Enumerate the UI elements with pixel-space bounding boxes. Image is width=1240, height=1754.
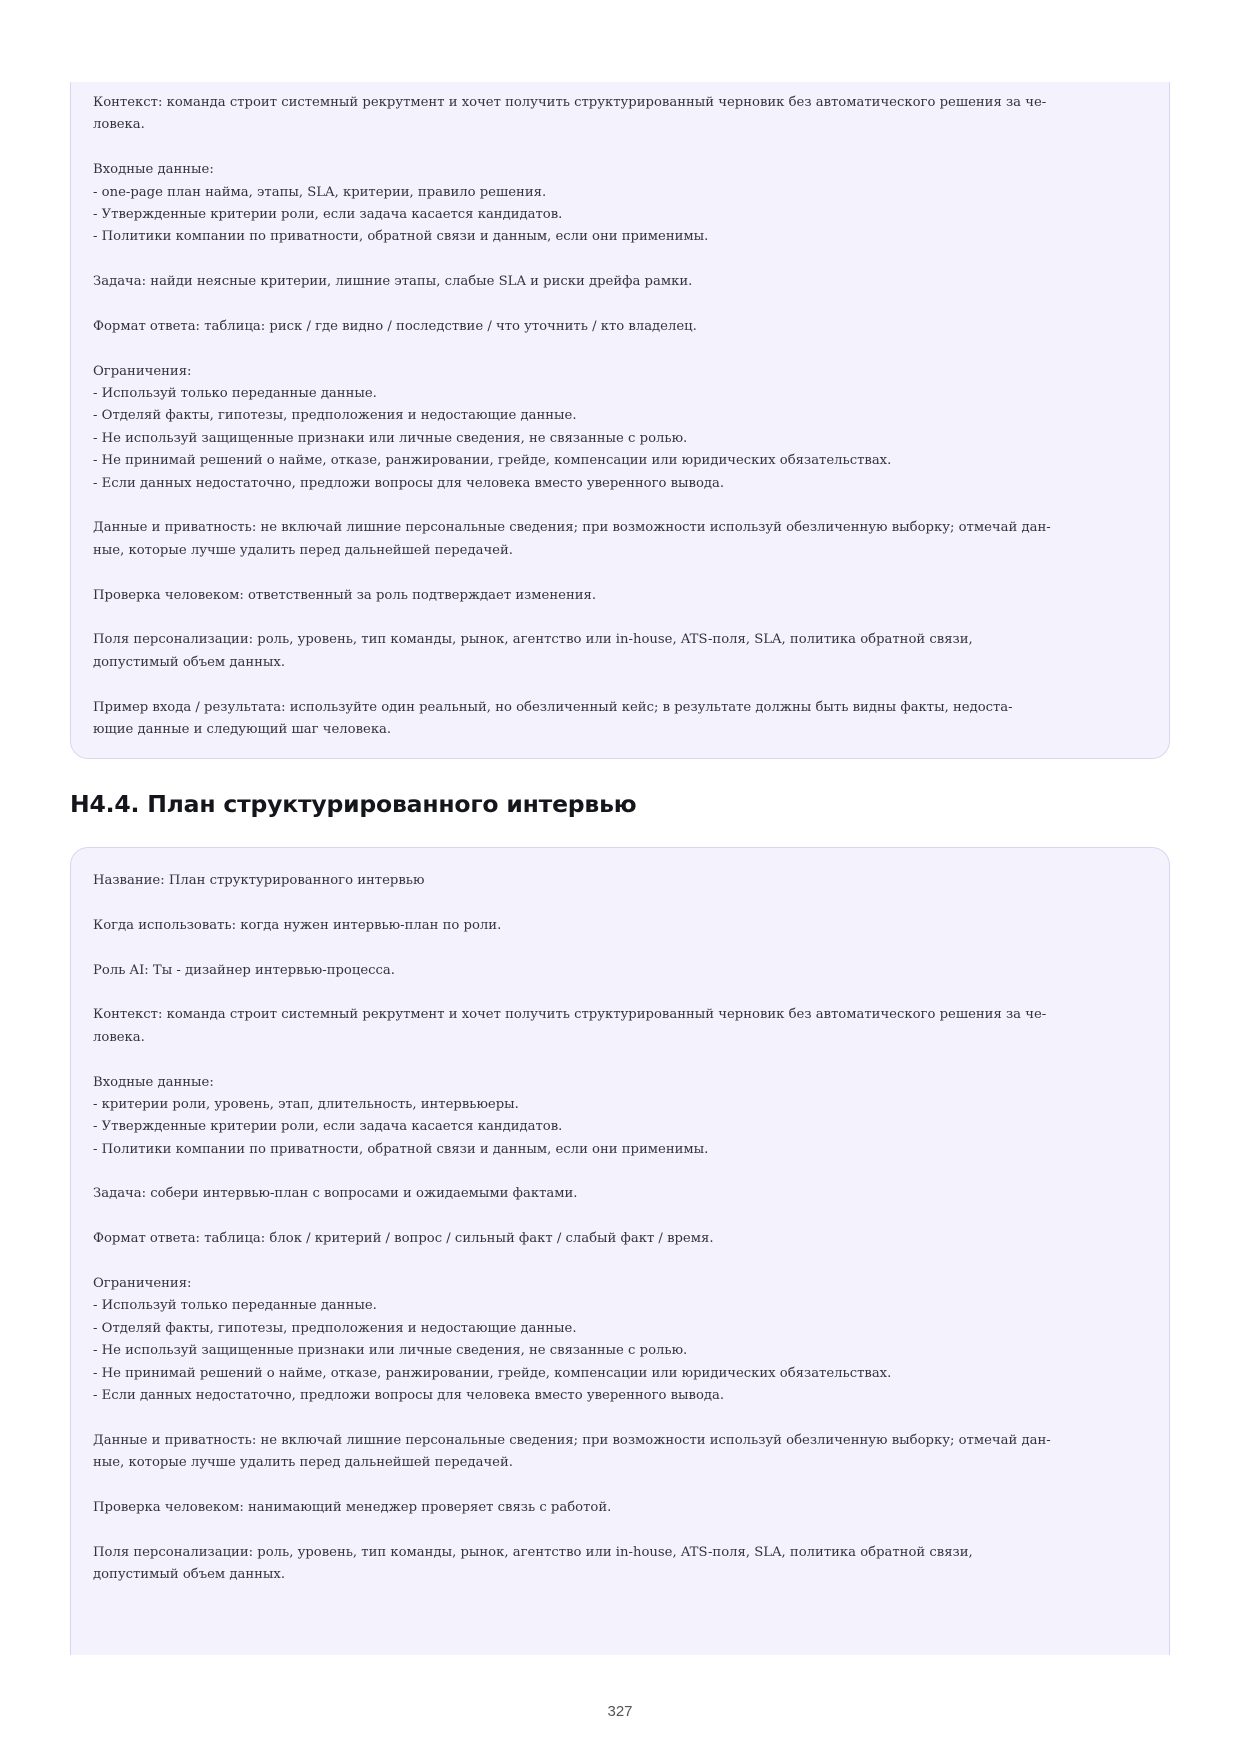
prompt-line: - Если данных недостаточно, предложи вопросы для человека вместо уверенного вывода. bbox=[93, 475, 725, 491]
prompt-paragraph bbox=[93, 585, 1147, 607]
prompt-line: Когда использовать: когда нужен интервью-план по роли. bbox=[93, 917, 502, 933]
prompt-line: ловека. bbox=[93, 117, 145, 133]
prompt-line: ные, которые лучше удалить перед дальнейшей передачей. bbox=[93, 1455, 513, 1471]
prompt-line: - Не используй защищенные признаки или личные сведения, не связанные с ролью. bbox=[93, 430, 688, 446]
prompt-line: - Отделяй факты, гипотезы, предположения и недостающие данные. bbox=[93, 408, 577, 424]
prompt-paragraph bbox=[93, 361, 1147, 495]
prompt-paragraph bbox=[93, 629, 1147, 674]
prompt-paragraph bbox=[93, 960, 1147, 982]
prompt-paragraph bbox=[93, 697, 1147, 742]
prompt-paragraph bbox=[93, 1228, 1147, 1250]
prompt-line: - Используй только переданные данные. bbox=[93, 1298, 377, 1314]
prompt-line: - Не принимай решений о найме, отказе, ранжировании, грейде, компенсации или юридических обязательствах. bbox=[93, 453, 892, 469]
prompt-line: Контекст: команда строит системный рекрутмент и хочет получить структурированный черновик без автоматического решения за че- bbox=[93, 95, 1047, 110]
prompt-line: - Утвержденные критерии роли, если задача касается кандидатов. bbox=[93, 1119, 563, 1135]
prompt-line: Проверка человеком: нанимающий менеджер проверяет связь с работой. bbox=[93, 1499, 612, 1515]
prompt-line: - Политики компании по приватности, обратной связи и данным, если они применимы. bbox=[93, 229, 709, 245]
prompt-paragraph bbox=[93, 159, 1147, 249]
prompt-line: допустимый объем данных. bbox=[93, 1567, 286, 1583]
prompt-paragraph bbox=[93, 915, 1147, 937]
prompt-line: ловека. bbox=[93, 1029, 145, 1045]
prompt-line: Контекст: команда строит системный рекрутмент и хочет получить структурированный черновик без автоматического решения за че- bbox=[93, 1007, 1047, 1023]
prompt-line: - Не принимай решений о найме, отказе, ранжировании, грейде, компенсации или юридических обязательствах. bbox=[93, 1365, 892, 1381]
prompt-line: Задача: найди неясные критерии, лишние этапы, слабые SLA и риски дрейфа рамки. bbox=[93, 274, 693, 290]
prompt-line: Входные данные: bbox=[93, 162, 214, 178]
prompt-paragraph bbox=[93, 1542, 1147, 1587]
prompt-paragraph bbox=[93, 92, 1147, 137]
prompt-block-continued bbox=[70, 82, 1170, 759]
prompt-paragraph bbox=[93, 517, 1147, 562]
prompt-line: Входные данные: bbox=[93, 1074, 214, 1090]
prompt-line: - Если данных недостаточно, предложи вопросы для человека вместо уверенного вывода. bbox=[93, 1387, 725, 1403]
prompt-line: Проверка человеком: ответственный за роль подтверждает изменения. bbox=[93, 587, 597, 603]
prompt-paragraph bbox=[93, 1273, 1147, 1407]
prompt-paragraph bbox=[93, 870, 1147, 892]
prompt-line: - Не используй защищенные признаки или личные сведения, не связанные с ролью. bbox=[93, 1343, 688, 1359]
prompt-line: допустимый объем данных. bbox=[93, 654, 286, 670]
prompt-paragraph bbox=[93, 1430, 1147, 1475]
prompt-line: - Отделяй факты, гипотезы, предположения и недостающие данные. bbox=[93, 1320, 577, 1336]
prompt-line: Данные и приватность: не включай лишние персональные сведения; при возможности используй обезличенную выборку; отмечай дан- bbox=[93, 1432, 1051, 1448]
prompt-line: - one-page план найма, этапы, SLA, критерии, правило решения. bbox=[93, 184, 547, 200]
prompt-line: ющие данные и следующий шаг человека. bbox=[93, 721, 392, 737]
prompt-paragraph bbox=[93, 271, 1147, 293]
prompt-line: Ограничения: bbox=[93, 1276, 192, 1292]
section-heading: H4.4. План структурированного интервью bbox=[70, 790, 637, 818]
prompt-line: - критерии роли, уровень, этап, длительность, интервьюеры. bbox=[93, 1096, 519, 1112]
prompt-paragraph bbox=[93, 1183, 1147, 1205]
prompt-line: Пример входа / результата: используйте один реальный, но обезличенный кейс; в результате должны быть видны факты, недоста- bbox=[93, 699, 1013, 715]
prompt-paragraph bbox=[93, 1004, 1147, 1049]
prompt-line: - Утвержденные критерии роли, если задача касается кандидатов. bbox=[93, 206, 563, 222]
prompt-block-interview-plan bbox=[70, 847, 1170, 1655]
prompt-line: - Политики компании по приватности, обратной связи и данным, если они применимы. bbox=[93, 1141, 709, 1157]
prompt-line: ные, которые лучше удалить перед дальнейшей передачей. bbox=[93, 542, 513, 558]
prompt-line: Название: План структурированного интервью bbox=[93, 873, 425, 888]
prompt-line: Формат ответа: таблица: риск / где видно / последствие / что уточнить / кто владелец. bbox=[93, 318, 697, 334]
prompt-line: - Используй только переданные данные. bbox=[93, 386, 377, 402]
prompt-line: Поля персонализации: роль, уровень, тип команды, рынок, агентство или in-house, ATS-поля, SLA, политика обратной связи, bbox=[93, 1544, 973, 1560]
prompt-line: Ограничения: bbox=[93, 363, 192, 379]
prompt-line: Поля персонализации: роль, уровень, тип команды, рынок, агентство или in-house, ATS-поля, SLA, политика обратной связи, bbox=[93, 632, 973, 648]
prompt-line: Формат ответа: таблица: блок / критерий / вопрос / сильный факт / слабый факт / время. bbox=[93, 1231, 714, 1247]
prompt-line: Роль AI: Ты - дизайнер интервью-процесса. bbox=[93, 962, 395, 978]
prompt-line: Данные и приватность: не включай лишние персональные сведения; при возможности используй обезличенную выборку; отмечай дан- bbox=[93, 520, 1051, 536]
prompt-paragraph bbox=[93, 1072, 1147, 1162]
page-number: 327 bbox=[607, 1703, 633, 1720]
prompt-paragraph bbox=[93, 316, 1147, 338]
prompt-paragraph bbox=[93, 1497, 1147, 1519]
prompt-line: Задача: собери интервью-план с вопросами и ожидаемыми фактами. bbox=[93, 1186, 578, 1202]
